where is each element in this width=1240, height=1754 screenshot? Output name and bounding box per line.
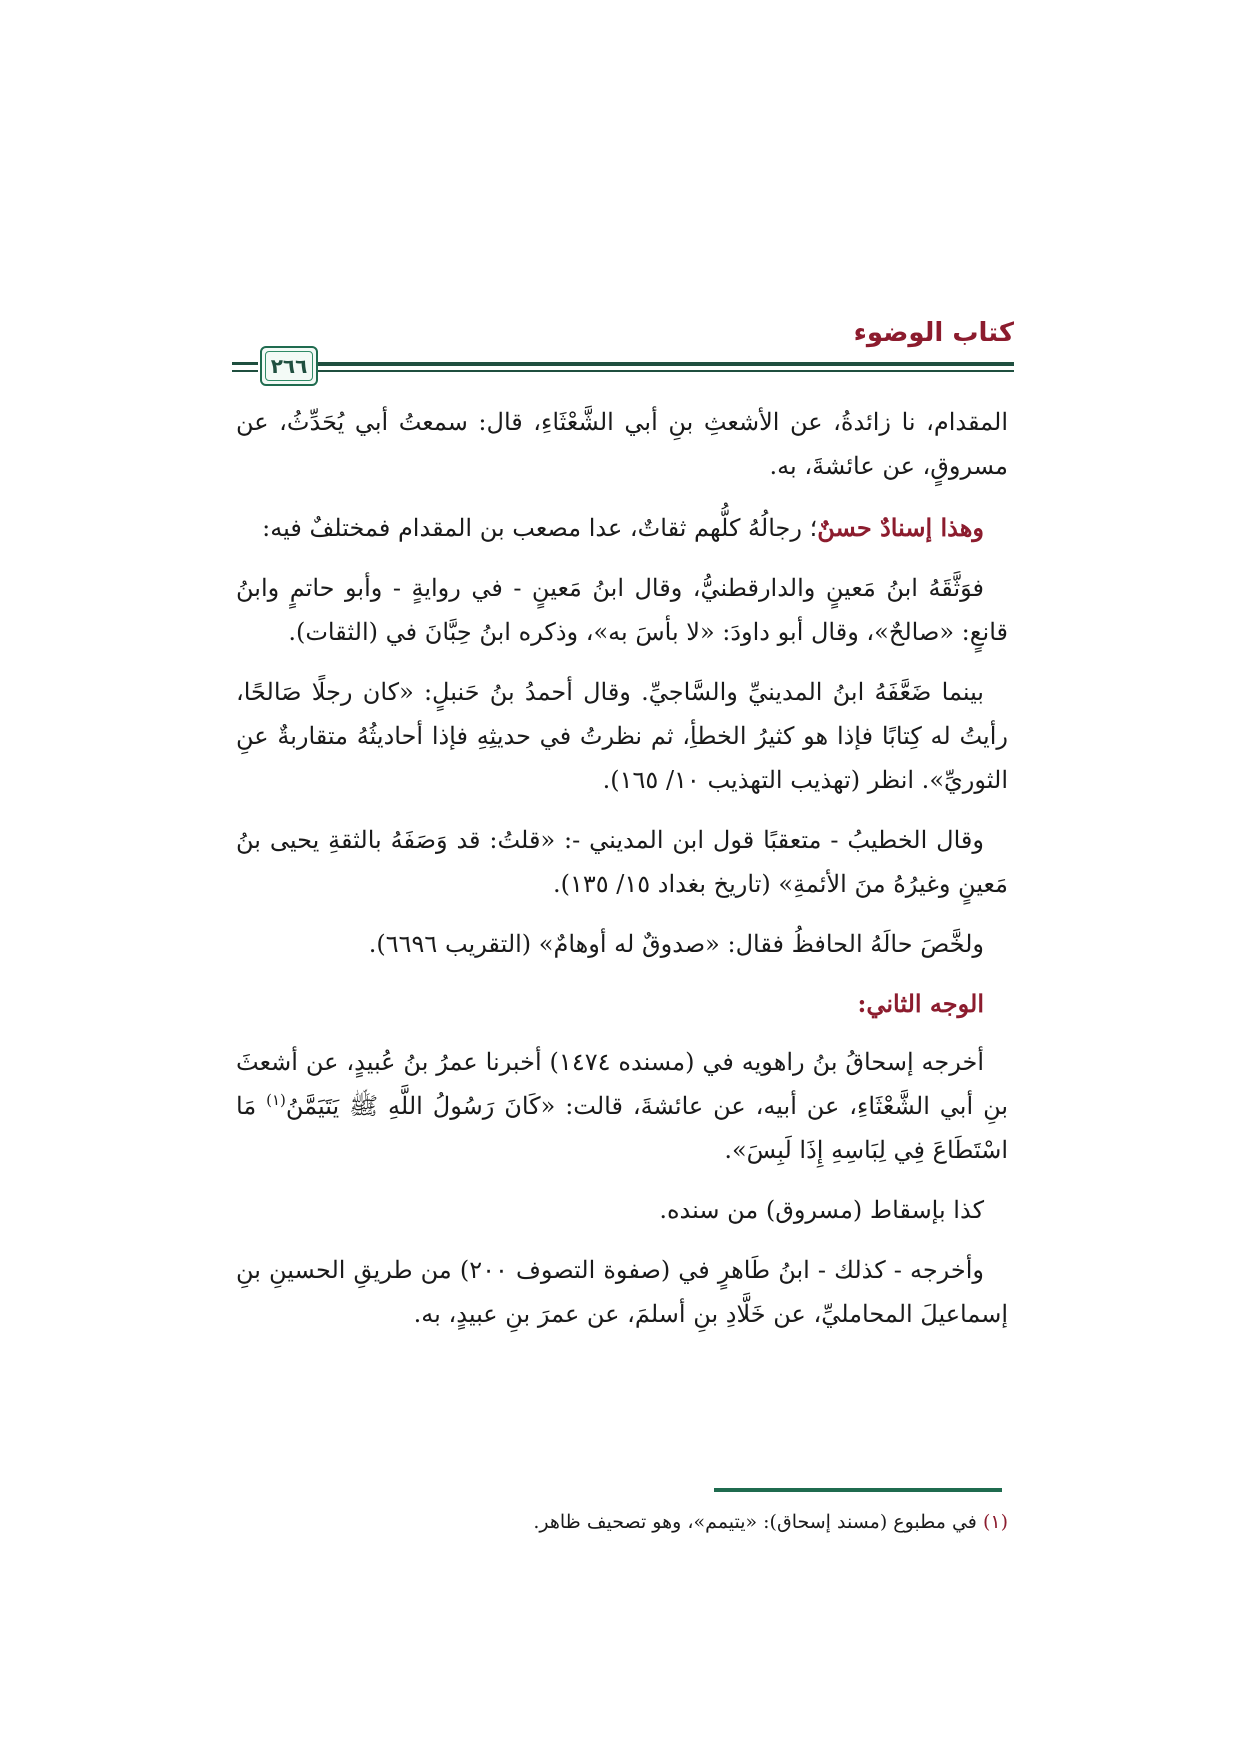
paragraph-6: ولخَّصَ حالَهُ الحافظُ فقال: «صدوقٌ له أوهامٌ» (التقريب ٦٦٩٦).: [368, 930, 984, 958]
header-rule-left-thin: [232, 370, 258, 372]
paragraph-7-part-a: أخرجه إسحاقُ بنُ راهويه في (مسنده ١٤٧٤) أخبرنا عمرُ بنُ عُبيدٍ، عن أشعثَ بنِ أبي الشَّعْثَاءِ، عن أبيه، عن عائشةَ، قالت: «كَانَ رَسُولُ اللَّهِ ﷺ يَتَيَمَّنُ: [236, 1048, 1009, 1120]
paragraph-9: وأخرجه - كذلك - ابنُ طَاهرٍ في (صفوة التصوف ٢٠٠) من طريقِ الحسينِ بنِ إسماعيلَ المحامليِّ، عن خَلَّادِ بنِ أسلمَ، عن عمرَ بنِ عبيدٍ، به.: [236, 1256, 1008, 1328]
paragraph-2-rest: ؛ رجالُهُ كلُّهم ثقاتٌ، عدا مصعب بن المقدام فمختلفٌ فيه:: [262, 514, 818, 542]
paragraph-7: [236, 1040, 1008, 1172]
paragraph-7-part-b: مَا اسْتَطَاعَ فِي لِبَاسِهِ إِذَا لَبِسَ».: [236, 1092, 1008, 1164]
header-rule: [318, 362, 1014, 366]
footnote-text: في مطبوع (مسند إسحاق): «يتيمم»، وهو تصحيف ظاهر.: [533, 1511, 983, 1533]
page-header: [232, 310, 1014, 390]
footnote-number: (١): [982, 1511, 1008, 1533]
page-number: ٢٦٦: [270, 354, 308, 378]
paragraph-5: وقال الخطيبُ - متعقبًا قول ابن المديني -: «قلتُ: قد وَصَفَهُ بالثقةِ يحيى بنُ مَعينٍ وغيرُهُ منَ الأئمةِ» (تاريخ بغداد ١٥/ ١٣٥).: [236, 826, 1008, 898]
paragraph-2: [236, 506, 1008, 550]
chapter-title: كتاب الوضوء: [853, 318, 1014, 348]
paragraph-8: كذا بإسقاط (مسروق) من سنده.: [659, 1196, 984, 1224]
paragraph-4: بينما ضَعَّفَهُ ابنُ المدينيِّ والسَّاجيِّ. وقال أحمدُ بنُ حَنبلٍ: «كان رجلًا صَالحًا، رأيتُ له كِتابًا فإذا هو كثيرُ الخطأِ، ثم نظرتُ في حديثِهِ فإذا أحاديثُهُ متقاربةٌ عنِ الثوريِّ». انظر (تهذيب التهذيب ١٠/ ١٦٥).: [236, 678, 1008, 794]
verdict-highlight: وهذا إسنادٌ حسنٌ: [817, 513, 984, 542]
page-number-ornament: [260, 346, 318, 386]
paragraph-3: فوَثَّقَهُ ابنُ مَعينٍ والدارقطنيُّ، وقال ابنُ مَعينٍ - في روايةٍ - وأبو حاتمٍ وابنُ قانعٍ: «صالحٌ»، وقال أبو داودَ: «لا بأسَ به»، وذكره ابنُ حِبَّانَ في (الثقات).: [236, 574, 1008, 646]
footnote-reference[interactable]: (١): [266, 1091, 286, 1109]
header-rule-thin: [318, 370, 1014, 372]
header-rule-left: [232, 362, 258, 365]
footnote-separator: [714, 1488, 1002, 1492]
paragraph-1: المقدام، نا زائدةُ، عن الأشعثِ بنِ أبي الشَّعْثَاءِ، قال: سمعتُ أبي يُحَدِّثُ، عن مسروقٍ، عن عائشةَ، به.: [236, 408, 1008, 480]
footnote: [236, 1506, 1008, 1538]
section-heading: الوجه الثاني:: [857, 989, 984, 1018]
main-text: [236, 400, 1008, 1352]
